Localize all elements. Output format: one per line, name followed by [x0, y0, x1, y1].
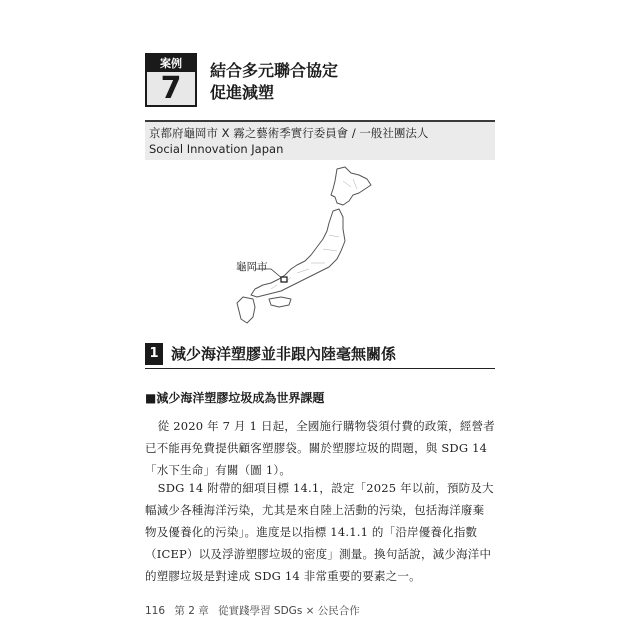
page-footer: [145, 603, 366, 618]
subheading: ■減少海洋塑膠垃圾成為世界課題: [145, 391, 325, 405]
page-title: [210, 60, 338, 104]
page-number: 116: [145, 605, 166, 617]
organization-line-1: 京都府龜岡市 X 霧之藝術季實行委員會 / 一般社團法人: [149, 126, 429, 140]
case-label: 案例: [147, 55, 195, 72]
organization-line-2: Social Innovation Japan: [149, 142, 284, 156]
paragraph-2: SDG 14 附帶的細項目標 14.1，設定「2025 年以前，預防及大幅減少各種海洋污染，尤其是來自陸上活動的污染，包括海洋廢棄物及優養化的污染」。進度是以指標 14.1.1 的「沿岸優養化指數（ICEP）以及浮游塑膠垃圾的密度」測量。換句話說，減少海洋中的塑膠垃圾是對達成 SDG 14 非常重要的要素之一。: [145, 481, 494, 583]
hokkaido-outline: [331, 167, 371, 205]
japan-map-illustration: [225, 165, 375, 325]
organization-box: [145, 120, 495, 160]
title-line-2: 促進減塑: [210, 83, 275, 102]
section-title: 減少海洋塑膠並非跟內陸毫無關係: [171, 345, 397, 363]
chapter-title: 從實踐學習 SDGs × 公民合作: [218, 605, 360, 617]
section-heading: [145, 343, 495, 369]
kameoka-marker: [281, 277, 287, 282]
kyushu-outline: [237, 297, 255, 323]
chapter-label: 第 2 章: [174, 605, 209, 617]
honshu-outline: [251, 209, 345, 297]
map-city-label: 龜岡市: [236, 261, 268, 273]
section-number: 1: [145, 343, 163, 365]
paragraph-1: 從 2020 年 7 月 1 日起，全國施行購物袋須付費的政策，經營者已不能再免費提供顧客塑膠袋。關於塑膠垃圾的問題，與 SDG 14「水下生命」有關（圖 1）。: [145, 419, 495, 477]
case-number: 7: [160, 71, 182, 106]
title-line-1: 結合多元聯合協定: [210, 61, 339, 80]
case-badge: [145, 53, 197, 107]
shikoku-outline: [269, 297, 291, 307]
